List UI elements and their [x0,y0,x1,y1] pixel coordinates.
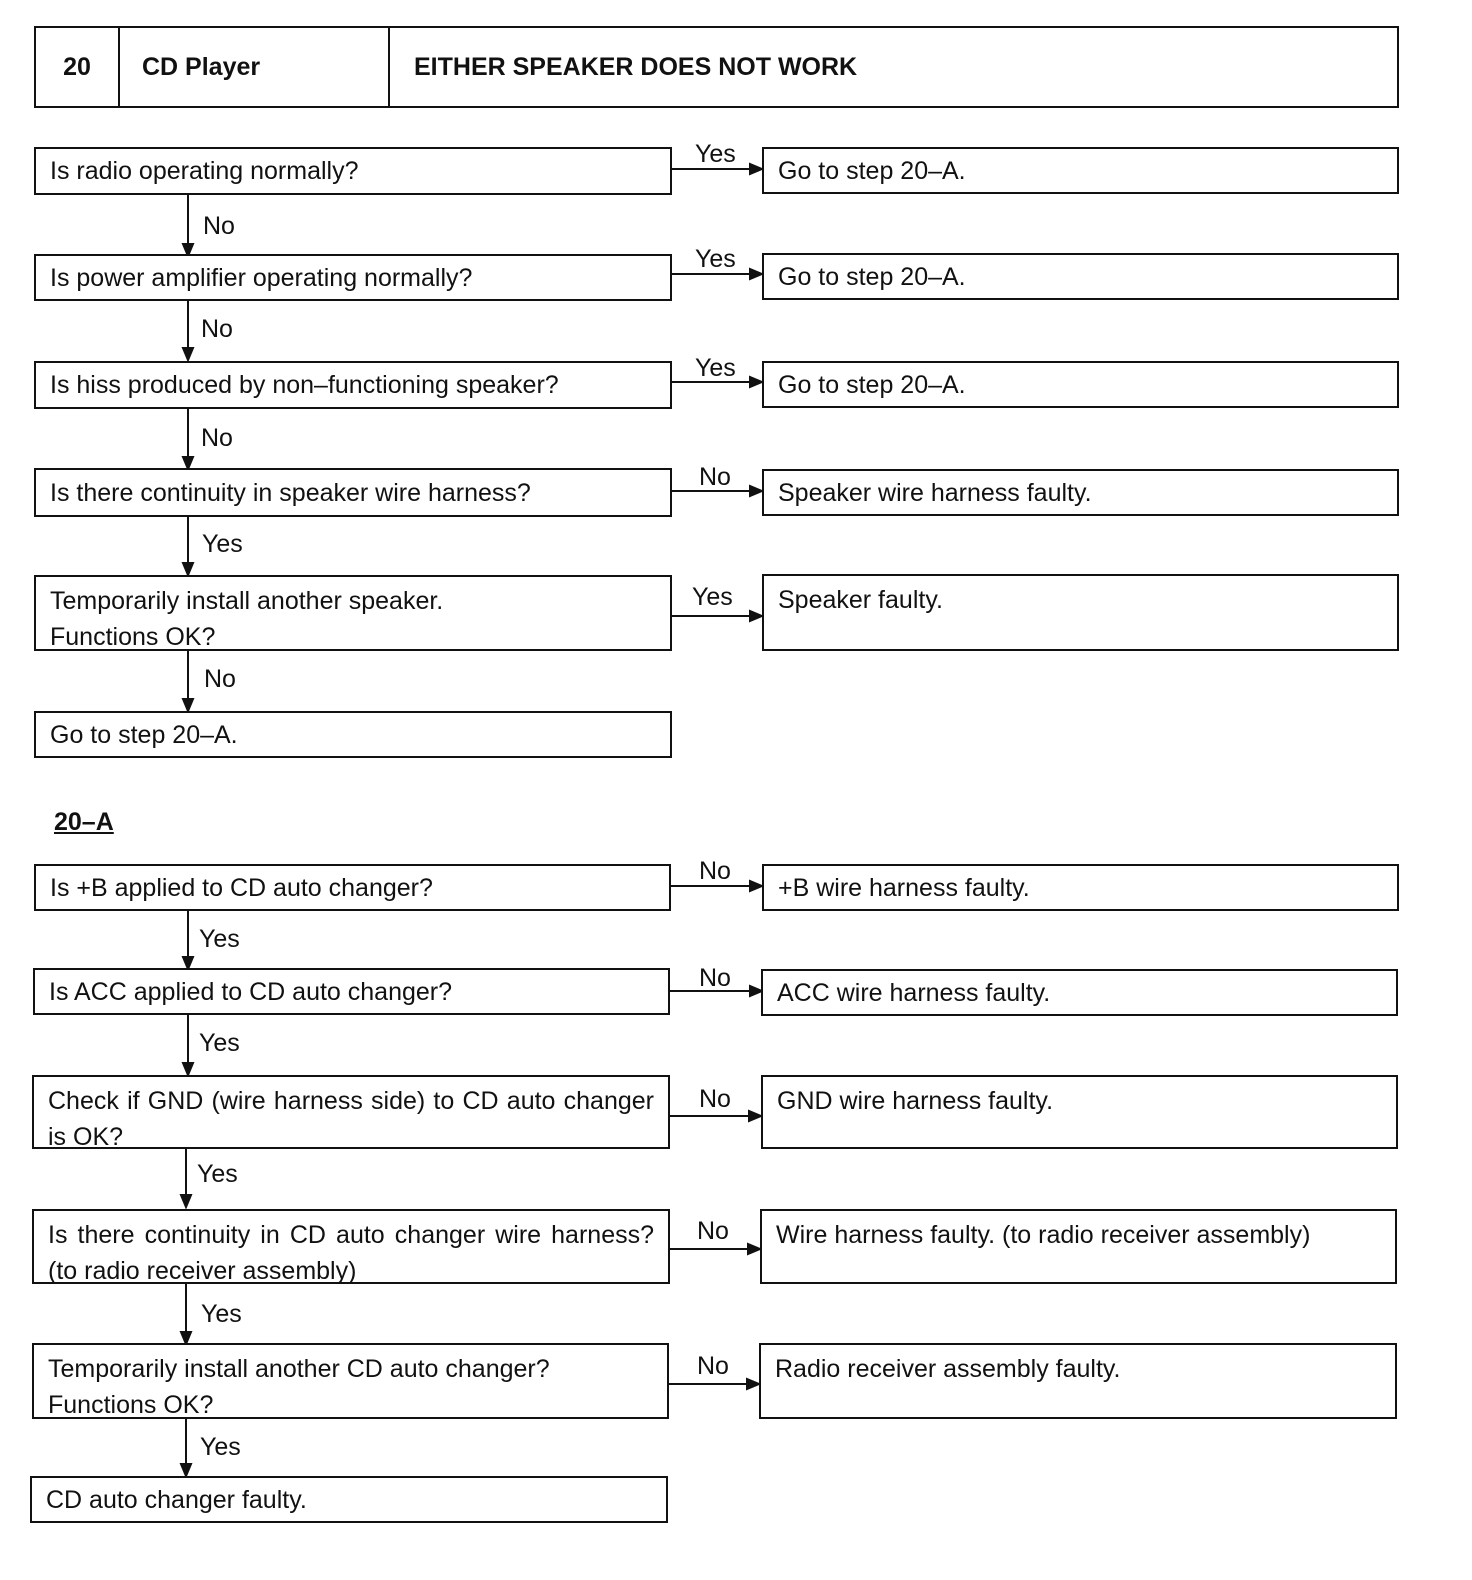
branch-label-no: No [699,1085,731,1113]
procedure-title: EITHER SPEAKER DOES NOT WORK [414,52,858,81]
branch-label-yes: Yes [199,925,240,953]
branch-label-yes: Yes [695,245,736,273]
question-box: Temporarily install another CD auto changer? Functions OK? [32,1343,669,1419]
arrow-head [750,611,762,621]
question-box: Is there continuity in CD auto changer wire harness? (to radio receiver assembly) [32,1209,670,1284]
branch-label-yes: Yes [692,583,733,611]
arrow-head [749,1111,761,1121]
question-box: Temporarily install another speaker. Functions OK? [34,575,672,651]
terminal-box: Go to step 20–A. [34,711,672,758]
branch-label-no: No [697,1352,729,1380]
arrow-head [750,486,762,496]
branch-label-no: No [203,212,235,240]
branch-label-yes: Yes [199,1029,240,1057]
arrow-head [183,563,193,575]
branch-label-no: No [201,315,233,343]
branch-label-yes: Yes [695,354,736,382]
arrow-head [183,699,193,711]
result-box: Wire harness faulty. (to radio receiver assembly) [760,1209,1397,1284]
branch-label-no: No [699,463,731,491]
result-box: Speaker faulty. [762,574,1399,651]
result-box: Speaker wire harness faulty. [762,469,1399,516]
result-box: Go to step 20–A. [762,361,1399,408]
result-box: Go to step 20–A. [762,147,1399,194]
result-box: Radio receiver assembly faulty. [759,1343,1397,1419]
question-box: Is ACC applied to CD auto changer? [33,968,670,1015]
result-box: +B wire harness faulty. [762,864,1399,911]
arrow-head [181,1195,191,1207]
branch-label-no: No [697,1217,729,1245]
arrow-head [181,1464,191,1476]
terminal-box: CD auto changer faulty. [30,1476,668,1523]
arrow-head [183,348,193,360]
question-box: Is hiss produced by non–functioning speaker? [34,361,672,409]
branch-label-no: No [699,857,731,885]
branch-label-yes: Yes [695,140,736,168]
arrow-head [183,1063,193,1075]
system-name: CD Player [118,28,390,106]
branch-label-yes: Yes [197,1160,238,1188]
question-box: Is radio operating normally? [34,147,672,195]
branch-label-no: No [201,424,233,452]
result-box: Go to step 20–A. [762,253,1399,300]
result-box: ACC wire harness faulty. [761,969,1398,1016]
procedure-number: 20 [36,28,120,106]
arrow-head [750,377,762,387]
arrow-head [750,269,762,279]
question-box: Is there continuity in speaker wire harness? [34,468,672,517]
arrow-head [750,881,762,891]
arrow-head [747,1379,759,1389]
question-box: Is +B applied to CD auto changer? [34,864,671,911]
branch-label-yes: Yes [200,1433,241,1461]
arrow-head [748,1244,760,1254]
result-box: GND wire harness faulty. [761,1075,1398,1149]
branch-label-yes: Yes [202,530,243,558]
branch-label-no: No [699,964,731,992]
question-box: Is power amplifier operating normally? [34,254,672,301]
section-label: 20–A [54,808,114,836]
branch-label-no: No [204,665,236,693]
arrow-head [750,164,762,174]
question-box: Check if GND (wire harness side) to CD auto changer is OK? [32,1075,670,1149]
branch-label-yes: Yes [201,1300,242,1328]
